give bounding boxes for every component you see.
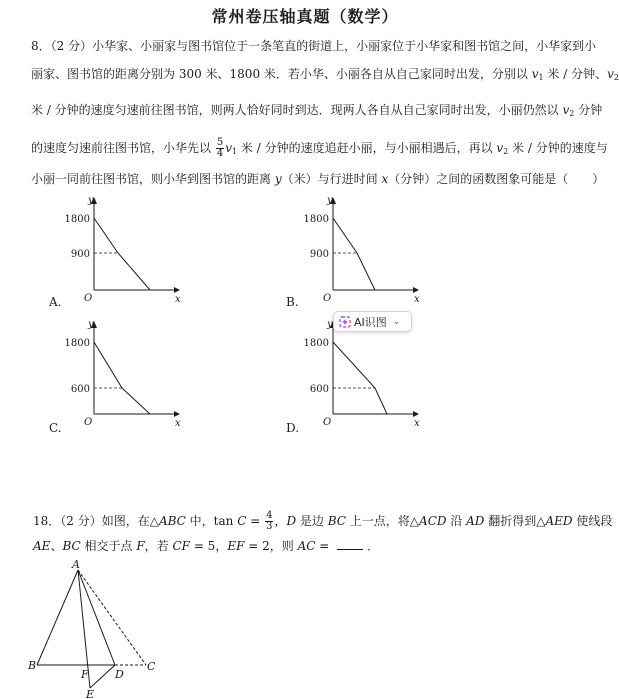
y-axis-label: y bbox=[327, 319, 333, 330]
math-var: v bbox=[607, 67, 614, 81]
origin-label: O bbox=[323, 293, 332, 304]
math-var: v bbox=[496, 141, 504, 155]
q8-line-2 bbox=[31, 66, 619, 86]
math-sub: 2 bbox=[503, 147, 509, 156]
ai-recognize-icon bbox=[339, 316, 351, 328]
point-label-a: A bbox=[72, 558, 80, 571]
option-b-graph bbox=[293, 194, 423, 306]
math-var: AE bbox=[33, 539, 51, 553]
y-axis-label: y bbox=[88, 195, 94, 206]
q8-text: 分钟 bbox=[574, 103, 603, 117]
math-func: tan bbox=[213, 514, 234, 528]
q18-text: 、 bbox=[50, 539, 63, 553]
q8-text: 丽家、图书馆的距离分别为 300 米、1800 米．若小华、小丽各自从自己家同时出发，分别以 bbox=[31, 67, 532, 81]
segment-ac bbox=[78, 570, 146, 665]
y-tick-label: 600 bbox=[309, 384, 329, 395]
y-tick-label: 600 bbox=[70, 384, 90, 395]
q8-text: 米 / 分钟、 bbox=[543, 67, 608, 81]
math-var: AC bbox=[297, 539, 316, 553]
q8-text: 米 / 分钟的速度与 bbox=[508, 141, 608, 155]
math-var: C bbox=[237, 514, 247, 528]
q18-text: 沿 bbox=[446, 514, 467, 528]
x-axis-label: x bbox=[414, 418, 420, 429]
q8-text: 8．（2 分）小华家、小丽家与图书馆位于一条笔直的街道上，小丽家位于小华家和图书馆之间，小华家到小 bbox=[31, 39, 597, 53]
math-var: v bbox=[531, 67, 539, 81]
q18-text: = bbox=[315, 539, 334, 553]
y-axis-label: y bbox=[88, 319, 94, 330]
math-var: y bbox=[274, 172, 282, 186]
q18-text: 使线段 bbox=[572, 514, 613, 528]
math-var: AD bbox=[466, 514, 485, 528]
segment-ad bbox=[78, 570, 115, 665]
q8-text: （米）与行进时间 bbox=[281, 172, 382, 186]
x-axis-arrow bbox=[413, 411, 419, 417]
q18-line-1 bbox=[33, 511, 612, 532]
option-a-label[interactable]: A. bbox=[49, 295, 62, 309]
y-tick-label: 1800 bbox=[303, 338, 329, 349]
math-sub: 1 bbox=[538, 73, 544, 82]
option-d-label[interactable]: D. bbox=[286, 421, 300, 435]
math-var: BC bbox=[327, 514, 346, 528]
math-var: x bbox=[381, 172, 389, 186]
option-c-label[interactable]: C. bbox=[49, 421, 62, 435]
q8-line-1 bbox=[31, 38, 596, 54]
x-axis-label: x bbox=[175, 294, 181, 305]
math-var: BC bbox=[62, 539, 81, 553]
point-label-b: B bbox=[28, 659, 37, 672]
q8-text: 的速度匀速前往图书馆，小华先以 bbox=[31, 141, 215, 155]
triangle-figure bbox=[26, 558, 166, 699]
y-axis-label: y bbox=[327, 195, 333, 206]
segment-de bbox=[90, 665, 115, 688]
x-axis-arrow bbox=[413, 287, 419, 293]
math-var: ACD bbox=[419, 514, 447, 528]
distance-time-line bbox=[333, 218, 375, 290]
math-var: v bbox=[225, 141, 232, 155]
math-var: CF bbox=[172, 539, 190, 553]
y-tick-label: 1800 bbox=[303, 214, 329, 225]
ai-recognize-button[interactable] bbox=[333, 311, 412, 332]
math-var: EF bbox=[227, 539, 245, 553]
math-var: D bbox=[286, 514, 297, 528]
q18-text: = 5， bbox=[190, 539, 228, 553]
segment-ab bbox=[37, 570, 78, 665]
point-label-d: D bbox=[115, 668, 124, 681]
fraction-5-4: $\frac{5}{4}$ bbox=[216, 137, 224, 159]
q18-text: ， bbox=[274, 514, 287, 528]
ai-recognize-label: AI识图 bbox=[354, 315, 387, 329]
origin-label: O bbox=[84, 417, 93, 428]
q8-line-5 bbox=[31, 171, 604, 187]
origin-label: O bbox=[323, 417, 332, 428]
q18-text: ，若 bbox=[144, 539, 173, 553]
chevron-down-icon: ⌄ bbox=[392, 316, 401, 327]
math-sub: 1 bbox=[231, 147, 238, 156]
q8-text: 小丽一同前往图书馆，则小华到图书馆的距离 bbox=[31, 172, 275, 186]
y-tick-label: 900 bbox=[309, 249, 329, 260]
q18-text: = bbox=[246, 514, 265, 528]
q18-text: 中， bbox=[185, 514, 214, 528]
q8-line-3 bbox=[31, 102, 602, 122]
option-b-label[interactable]: B. bbox=[286, 295, 299, 309]
distance-time-line bbox=[333, 342, 387, 414]
option-d-graph bbox=[293, 318, 423, 430]
q18-text: 18．（2 分）如图，在△ bbox=[33, 514, 159, 528]
q18-text: 是边 bbox=[296, 514, 328, 528]
math-sub: 2 bbox=[569, 109, 575, 118]
x-axis-arrow bbox=[174, 287, 180, 293]
point-label-e: E bbox=[86, 688, 95, 699]
origin-label: O bbox=[84, 293, 93, 304]
y-tick-label: 900 bbox=[70, 249, 90, 260]
math-sub: 2 bbox=[613, 73, 619, 82]
x-axis-arrow bbox=[174, 411, 180, 417]
x-axis-label: x bbox=[175, 418, 181, 429]
y-tick-label: 1800 bbox=[64, 338, 90, 349]
math-var: AED bbox=[545, 514, 573, 528]
fraction-4-3: $\frac{4}{3}$ bbox=[266, 510, 273, 532]
math-var: v bbox=[562, 103, 570, 117]
answer-blank[interactable] bbox=[337, 539, 363, 550]
q8-text: 米 / 分钟的速度追赶小丽，与小丽相遇后，再以 bbox=[237, 141, 497, 155]
x-axis-label: x bbox=[414, 294, 420, 305]
q18-text: ． bbox=[367, 539, 380, 553]
q18-text: 上一点，将△ bbox=[345, 514, 420, 528]
point-label-f: F bbox=[81, 668, 89, 681]
q8-text: （分钟）之间的函数图象可能是（ ） bbox=[388, 172, 605, 186]
y-tick-label: 1800 bbox=[64, 214, 90, 225]
math-var: F bbox=[136, 539, 145, 553]
math-var: ABC bbox=[158, 514, 186, 528]
q8-line-4 bbox=[31, 138, 608, 160]
q18-text: = 2，则 bbox=[244, 539, 298, 553]
option-a-graph bbox=[54, 194, 184, 306]
point-label-c: C bbox=[147, 660, 156, 673]
q18-text: 相交于点 bbox=[80, 539, 137, 553]
q18-line-2 bbox=[33, 538, 379, 554]
q18-text: 翻折得到△ bbox=[484, 514, 546, 528]
q8-text: 米 / 分钟的速度匀速前往图书馆，则两人恰好同时到达．现两人各自从自己家同时出发，小丽仍然以 bbox=[31, 103, 563, 117]
page-title: 常州卷压轴真题（数学） bbox=[211, 7, 399, 26]
distance-time-line bbox=[94, 218, 150, 290]
option-c-graph bbox=[54, 318, 184, 430]
distance-time-line bbox=[94, 342, 150, 414]
